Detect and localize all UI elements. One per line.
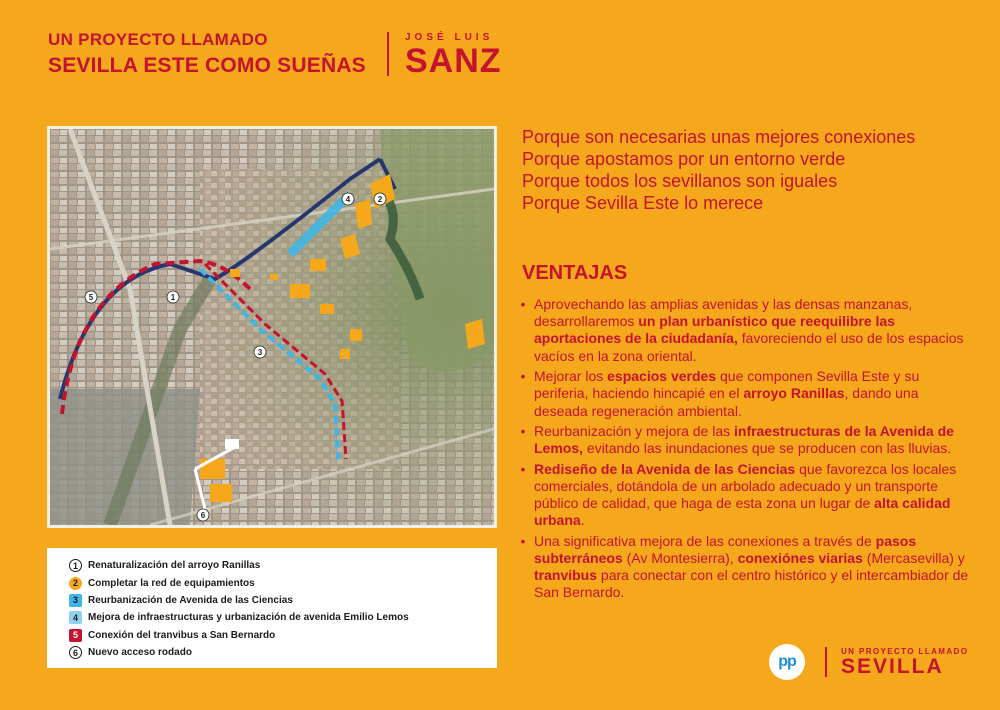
bullet-dot: • [520, 296, 526, 312]
ventaja-item [512, 368, 972, 420]
bullet-dot: • [520, 460, 526, 477]
ventaja-highlight: alta calidad urbana [534, 495, 951, 529]
ventaja-highlight: arroyo Ranillas [743, 385, 845, 402]
map-marker-4 [342, 193, 354, 205]
legend-item [69, 574, 497, 591]
footer-slogan [841, 647, 968, 678]
svg-text:4: 4 [345, 195, 351, 204]
ventaja-text: , dando una deseada regeneración ambiental. [534, 385, 919, 419]
map-marker-3 [254, 346, 266, 358]
legend-number-badge: 3 [69, 594, 82, 607]
reason-line: Porque son necesarias unas mejores conexiones [522, 127, 916, 147]
svg-text:3: 3 [257, 348, 263, 357]
ventaja-text: evitando las inundaciones que se producen con las lluvias. [583, 440, 952, 457]
ventajas-list [512, 296, 972, 605]
map-marker-2 [374, 193, 386, 205]
footer-slogan-small: UN PROYECTO LLAMADO [841, 646, 969, 656]
reason-line: Porque apostamos por un entorno verde [522, 149, 846, 169]
ventaja-item [512, 533, 972, 602]
legend-item [69, 627, 497, 644]
ventaja-text: . [580, 512, 585, 529]
legend-label: Conexión del tranvibus a San Bernardo [88, 629, 276, 641]
map-marker-6 [197, 509, 209, 521]
header-line-2: SEVILLA ESTE COMO SUEÑAS [48, 54, 366, 77]
legend-label: Reurbanización de Avenida de las Ciencias [88, 594, 293, 606]
header-title [48, 30, 366, 78]
footer-divider [825, 647, 827, 677]
legend-item [69, 592, 497, 609]
legend-label: Mejora de infraestructuras y urbanización de avenida Emilio Lemos [88, 612, 409, 624]
reason-line: Porque todos los sevillanos son iguales [522, 171, 838, 191]
ventaja-text: que favorezca los locales comerciales, dotándola de un arbolado adecuado y un transporte público de calidad, que haga de esta zona un lugar de [534, 460, 957, 512]
legend-label: Completar la red de equipamientos [88, 577, 255, 589]
map-legend [47, 548, 497, 668]
legend-number-badge: 2 [69, 577, 82, 590]
svg-text:1: 1 [170, 293, 176, 302]
ventaja-text: Una significativa mejora de las conexiones a través de [534, 532, 876, 549]
header-divider [387, 32, 389, 76]
svg-text:5: 5 [88, 293, 94, 302]
candidate-first-name: JOSÉ LUIS [405, 32, 494, 43]
ventaja-text: favoreciendo el uso de los espacios vacíos en la zona oriental. [534, 330, 964, 364]
reasons-list [522, 126, 962, 214]
ventaja-text: Aprovechando las amplias avenidas y las densas manzanas, desarrollaremos [534, 296, 913, 330]
legend-number-badge: 6 [69, 646, 82, 659]
candidate-name [405, 32, 502, 79]
legend-item [69, 609, 497, 626]
ventajas-title: VENTAJAS [522, 262, 628, 284]
ventaja-item [512, 296, 972, 365]
bullet-dot: • [520, 423, 526, 440]
aerial-map [47, 126, 497, 528]
ventaja-highlight: Rediseño de la Avenida de las Ciencias [534, 460, 796, 477]
aerial-map-graphic [50, 129, 494, 525]
pp-party-logo: pp [769, 644, 805, 680]
svg-text:2: 2 [377, 195, 383, 204]
legend-item [69, 557, 497, 574]
ventaja-text: Mejorar los [534, 368, 608, 385]
legend-label: Renaturalización del arroyo Ranillas [88, 560, 261, 572]
ventaja-text: para conectar con el centro histórico y el intercambiador de San Bernardo. [534, 567, 969, 601]
ventaja-highlight: infraestructuras de la Avenida de Lemos, [534, 423, 954, 457]
ventaja-highlight: un plan urbanístico que reequilibre las aportaciones de la ciudadanía, [534, 313, 895, 347]
legend-item [69, 644, 497, 661]
ventaja-item [512, 461, 972, 530]
ventaja-highlight: tranvibus [534, 567, 598, 584]
footer-logos [769, 644, 968, 680]
header-line-1: UN PROYECTO LLAMADO [48, 30, 268, 49]
ventaja-highlight: espacios verdes [607, 368, 717, 385]
legend-label: Nuevo acceso rodado [88, 647, 192, 659]
ventaja-text: Reurbanización y mejora de las [534, 423, 734, 440]
legend-number-badge: 1 [69, 559, 82, 572]
legend-number-badge: 5 [69, 629, 82, 642]
ventaja-text: que componen Sevilla Este y su periferia, haciendo hincapié en el [534, 368, 920, 402]
ventaja-text: (Av Montesierra), [622, 550, 738, 567]
bullet-dot: • [520, 532, 526, 549]
map-marker-1 [167, 291, 179, 303]
ventaja-text: (Mercasevilla) y [862, 550, 965, 567]
map-marker-5 [85, 291, 97, 303]
candidate-last-name: SANZ [405, 42, 502, 80]
reason-line: Porque Sevilla Este lo merece [522, 193, 764, 213]
ventaja-highlight: conexiónes viarias [737, 550, 863, 567]
footer-slogan-big: SEVILLA [841, 654, 944, 678]
legend-number-badge: 4 [69, 611, 82, 624]
ventaja-item [512, 423, 972, 457]
bullet-dot: • [520, 368, 526, 385]
svg-text:6: 6 [200, 511, 206, 520]
ventaja-highlight: pasos subterráneos [534, 532, 917, 567]
